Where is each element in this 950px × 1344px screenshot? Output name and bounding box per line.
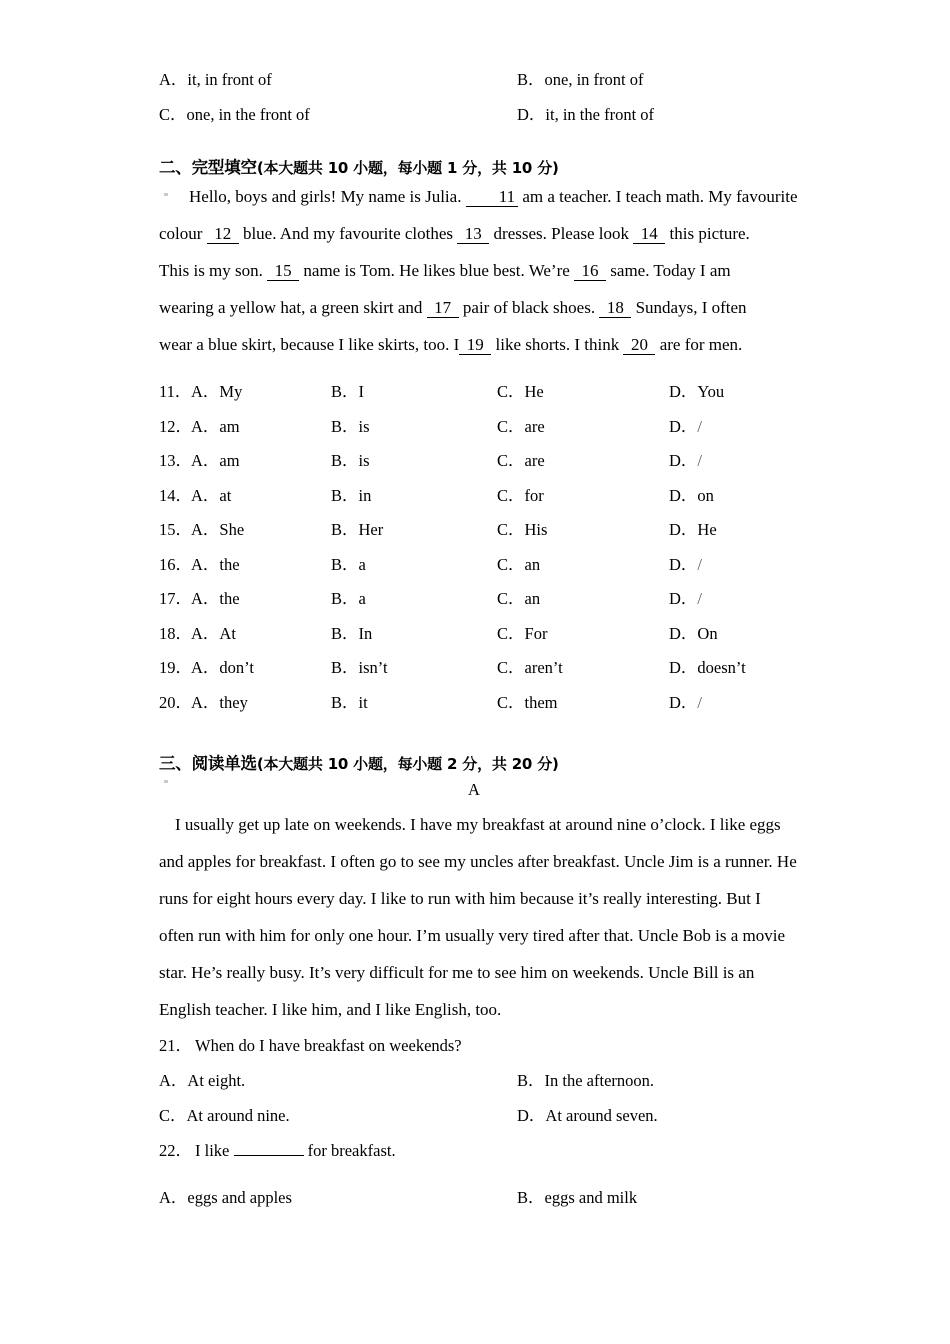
cloze-blank-16[interactable]: 16 — [574, 262, 606, 281]
option-row — [159, 97, 809, 132]
choice-b[interactable]: B ． it — [331, 686, 368, 721]
question-number: 13 ． — [159, 444, 193, 479]
question-22-option-a[interactable] — [159, 1180, 292, 1215]
option-letter: C ． — [159, 97, 185, 132]
question-text: When do I have breakfast on weekends? — [195, 1036, 462, 1055]
choice-text: / — [697, 416, 703, 436]
choice-text: are — [524, 416, 545, 436]
option-letter: B ． — [517, 62, 543, 97]
choice-c[interactable]: C ． are — [497, 444, 545, 479]
cloze-blank-15[interactable]: 15 — [267, 262, 299, 281]
choice-d[interactable]: D ． / — [669, 686, 702, 721]
choice-text: You — [697, 382, 725, 401]
choice-c[interactable]: C ． them — [497, 686, 558, 721]
choice-a[interactable]: A ． At — [191, 617, 236, 652]
question-21-option-b[interactable] — [517, 1063, 654, 1098]
choice-a[interactable]: A ． am — [191, 410, 240, 445]
choice-b[interactable]: B ． Her — [331, 513, 383, 548]
choice-text: at — [219, 485, 232, 505]
choice-d[interactable]: D ． You — [669, 375, 724, 410]
question-number: 16 ． — [159, 548, 193, 583]
choice-b[interactable]: B ． is — [331, 410, 370, 445]
option-row — [159, 1063, 809, 1098]
choice-a[interactable]: A ． the — [191, 548, 240, 583]
option-text: it, in front of — [187, 70, 272, 89]
passage-line: This is my son. 15 name is Tom. He likes blue best. We’re 16 same. Today I am — [159, 261, 731, 280]
option-text: At eight. — [187, 1071, 246, 1090]
choice-c[interactable]: C ． For — [497, 617, 547, 652]
choice-text: am — [219, 451, 240, 470]
choice-text: isn’t — [358, 658, 388, 677]
reading-passage — [159, 806, 809, 1028]
choice-text: in — [358, 485, 372, 505]
question-row-14 — [159, 479, 809, 514]
choice-text: for — [524, 485, 544, 505]
choice-a[interactable]: A ． the — [191, 582, 240, 617]
choice-c[interactable]: C ． aren’t — [497, 651, 563, 686]
choice-d[interactable]: D ． / — [669, 548, 702, 583]
choice-b[interactable]: B ． I — [331, 375, 364, 410]
option-letter: D ． — [517, 1098, 543, 1133]
option-text: eggs and milk — [544, 1188, 638, 1207]
question-row-16 — [159, 548, 809, 583]
choice-c[interactable]: C ． for — [497, 479, 544, 514]
choice-a[interactable]: A ． at — [191, 479, 231, 514]
cloze-question-list — [159, 375, 809, 720]
passage-marker: A — [468, 780, 480, 799]
question-number: 22 ． — [159, 1141, 190, 1160]
question-row-17 — [159, 582, 809, 617]
choice-c[interactable]: C ． an — [497, 548, 540, 583]
question-row-18 — [159, 617, 809, 652]
option-letter: D ． — [517, 97, 543, 132]
choice-text: a — [358, 589, 366, 608]
page-content — [159, 62, 809, 1215]
choice-text: My — [219, 382, 243, 401]
option-letter: B ． — [517, 1180, 543, 1215]
choice-text: them — [524, 692, 558, 712]
choice-text: He — [697, 520, 717, 539]
choice-d[interactable]: D ． on — [669, 479, 714, 514]
passage-line: often run with him for only one hour. I’m usually very tired after that. Uncle Bob is a movie — [159, 926, 786, 945]
option-letter: A ． — [159, 1180, 185, 1215]
choice-d[interactable]: D ． He — [669, 513, 717, 548]
question-number: 18 ． — [159, 617, 193, 652]
question-text-after: for breakfast. — [307, 1141, 396, 1160]
choice-b[interactable]: B ． in — [331, 479, 371, 514]
choice-b[interactable]: B ． In — [331, 617, 372, 652]
choice-a[interactable]: A ． My — [191, 375, 242, 410]
choice-text: it — [358, 692, 368, 712]
choice-text: on — [697, 485, 714, 505]
scan-artifact — [164, 193, 168, 196]
choice-d[interactable]: D ． On — [669, 617, 718, 652]
option-letter: C ． — [159, 1098, 185, 1133]
choice-text: / — [697, 554, 703, 574]
choice-b[interactable]: B ． is — [331, 444, 370, 479]
choice-text: the — [219, 589, 240, 608]
choice-text: / — [697, 589, 703, 608]
choice-d[interactable]: D ． / — [669, 582, 702, 617]
passage-line: star. He’s really busy. It’s very difficult for me to see him on weekends. Uncle Bill is an — [159, 963, 755, 982]
passage-line: wear a blue skirt, because I like skirts, too. I 19 like shorts. I think 20 are for men. — [159, 335, 743, 354]
cloze-blank-20[interactable]: 20 — [623, 336, 655, 355]
option-row — [159, 1098, 809, 1133]
option-d[interactable] — [517, 97, 654, 132]
question-number: 17 ． — [159, 582, 193, 617]
section-two-heading-title: 二、完型填空 — [159, 158, 257, 177]
section-two-heading — [159, 154, 809, 178]
question-row-15 — [159, 513, 809, 548]
question-row-13 — [159, 444, 809, 479]
cloze-blank-12[interactable]: 12 — [207, 225, 239, 244]
question-number: 19 ． — [159, 651, 193, 686]
choice-c[interactable]: C ． are — [497, 410, 545, 445]
question-row-11 — [159, 375, 809, 410]
cloze-blank-18[interactable]: 18 — [599, 299, 631, 318]
choice-text: / — [697, 692, 703, 712]
choice-text: the — [219, 554, 240, 574]
cloze-blank-17[interactable]: 17 — [427, 299, 459, 318]
choice-c[interactable]: C ． an — [497, 582, 540, 617]
carryover-options-block — [159, 62, 809, 132]
passage-line: wearing a yellow hat, a green skirt and 17 pair of black shoes. 18 Sundays, I often — [159, 298, 747, 317]
question-text-before: I like — [195, 1141, 230, 1160]
choice-c[interactable]: C ． He — [497, 375, 544, 410]
option-text: one, in the front of — [186, 105, 310, 124]
passage-line: colour 12 blue. And my favourite clothes 13 dresses. Please look 14 this picture. — [159, 224, 750, 243]
option-text: one, in front of — [544, 70, 644, 89]
choice-text: On — [697, 623, 718, 643]
question-number: 15 ． — [159, 513, 193, 548]
option-text: it, in the front of — [545, 105, 655, 124]
question-number: 12 ． — [159, 410, 193, 445]
choice-text: For — [524, 623, 548, 643]
choice-text: is — [358, 416, 370, 436]
choice-text: At — [219, 623, 236, 643]
choice-text: they — [219, 692, 248, 712]
choice-text: aren’t — [524, 658, 563, 677]
passage-line: runs for eight hours every day. I like to run with him because it’s really interesting. But I — [159, 889, 761, 908]
scan-artifact — [164, 780, 168, 783]
answer-blank[interactable] — [234, 1141, 304, 1156]
choice-a[interactable]: A ． She — [191, 513, 244, 548]
choice-b[interactable]: B ． a — [331, 582, 366, 617]
choice-text: is — [358, 451, 370, 470]
passage-line: I usually get up late on weekends. I have my breakfast at around nine o’clock. I like eggs — [175, 815, 781, 834]
question-number: 21 ． — [159, 1036, 190, 1055]
question-number: 14 ． — [159, 479, 193, 514]
passage-line: English teacher. I like him, and I like English, too. — [159, 1000, 502, 1019]
question-number: 11 ． — [159, 375, 193, 410]
choice-text: are — [524, 451, 545, 470]
choice-d[interactable]: D ． / — [669, 444, 702, 479]
question-21-option-a[interactable] — [159, 1063, 245, 1098]
choice-c[interactable]: C ． His — [497, 513, 547, 548]
choice-d[interactable]: D ． / — [669, 410, 702, 445]
passage-line: and apples for breakfast. I often go to see my uncles after breakfast. Uncle Jim is a runner. He — [159, 852, 797, 871]
option-text: eggs and apples — [187, 1188, 292, 1207]
question-number: 20 ． — [159, 686, 193, 721]
question-row-12 — [159, 410, 809, 445]
choice-text: / — [697, 451, 703, 470]
question-row-20 — [159, 686, 809, 721]
option-text: In the afternoon. — [544, 1071, 655, 1090]
option-a[interactable] — [159, 62, 272, 97]
choice-text: an — [524, 589, 541, 608]
cloze-blank-11[interactable]: 11 — [466, 188, 518, 207]
choice-text: an — [524, 554, 541, 574]
section-two-heading-detail: (本大题共 10 小题，每小题 1 分，共 10 分) — [256, 159, 559, 177]
question-row-19 — [159, 651, 809, 686]
cloze-passage — [159, 178, 809, 363]
cloze-blank-13[interactable]: 13 — [457, 225, 489, 244]
question-21-option-c[interactable] — [159, 1098, 290, 1133]
choice-text: His — [524, 520, 548, 539]
section-three-heading — [159, 750, 809, 774]
choice-text: doesn’t — [697, 658, 746, 677]
question-22-stem — [159, 1133, 809, 1168]
question-21-stem — [159, 1028, 809, 1063]
option-text: At around seven. — [545, 1106, 658, 1125]
cloze-blank-14[interactable]: 14 — [633, 225, 665, 244]
choice-a[interactable]: A ． they — [191, 686, 248, 721]
option-row — [159, 1180, 809, 1215]
choice-text: don’t — [219, 658, 254, 677]
section-three-heading-detail: (本大题共 10 小题，每小题 2 分，共 20 分) — [256, 755, 559, 773]
option-b[interactable] — [517, 62, 644, 97]
question-22-option-b[interactable] — [517, 1180, 637, 1215]
choice-a[interactable]: A ． am — [191, 444, 240, 479]
option-row — [159, 62, 809, 97]
section-three-heading-title: 三、阅读单选 — [159, 754, 257, 773]
question-21-option-d[interactable] — [517, 1098, 658, 1133]
option-letter: A ． — [159, 1063, 185, 1098]
choice-text: Her — [358, 520, 384, 539]
option-letter: B ． — [517, 1063, 543, 1098]
option-text: At around nine. — [186, 1106, 290, 1125]
choice-text: I — [358, 382, 365, 401]
choice-text: am — [219, 416, 240, 436]
choice-text: She — [219, 520, 245, 539]
choice-text: In — [358, 623, 373, 643]
choice-d[interactable]: D ． doesn’t — [669, 651, 746, 686]
choice-text: a — [358, 554, 366, 574]
passage-line: Hello, boys and girls! My name is Julia. 11 am a teacher. I teach math. My favourite — [189, 187, 798, 206]
option-c[interactable] — [159, 97, 310, 132]
choice-text: He — [524, 382, 544, 401]
cloze-blank-19[interactable]: 19 — [459, 336, 491, 355]
choice-a[interactable]: A ． don’t — [191, 651, 254, 686]
choice-b[interactable]: B ． isn’t — [331, 651, 388, 686]
option-letter: A ． — [159, 62, 185, 97]
choice-b[interactable]: B ． a — [331, 548, 366, 583]
